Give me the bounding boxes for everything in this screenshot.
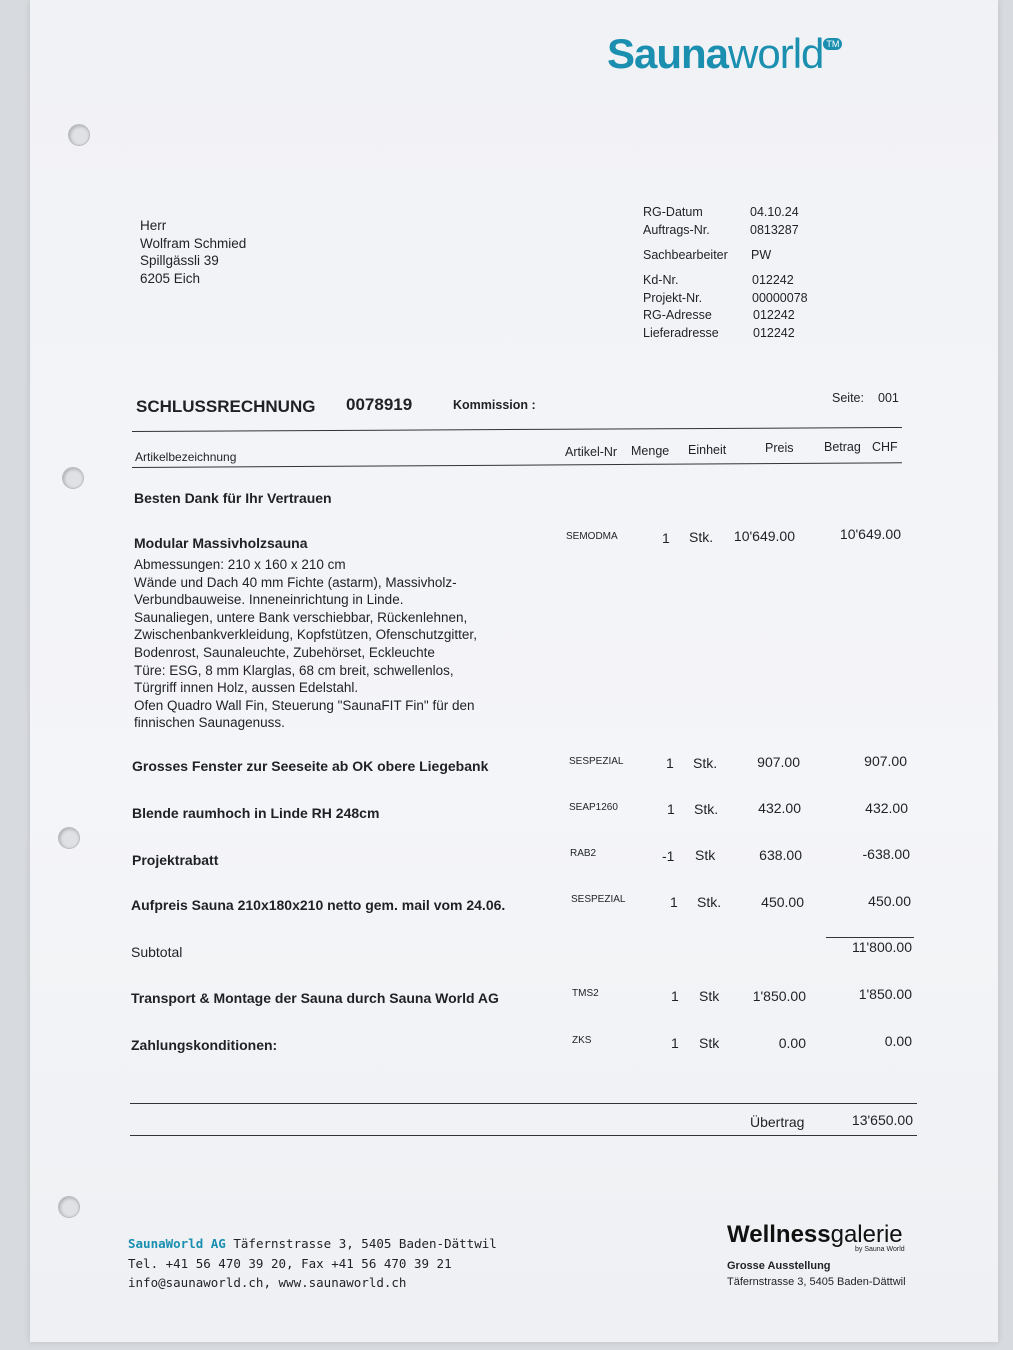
subtotal-rule (826, 937, 914, 938)
meta-label: Kd-Nr. (643, 273, 679, 287)
footer-web: info@saunaworld.ch, www.saunaworld.ch (128, 1275, 407, 1290)
item-qty: 1 (666, 755, 674, 771)
item-unit: Stk. (689, 529, 714, 545)
item-amount: -638.00 (862, 846, 910, 862)
item-amount: 907.00 (864, 753, 907, 769)
item-code: SESPEZIAL (571, 894, 626, 905)
item-price: 10'649.00 (733, 528, 795, 544)
carry-value: 13'650.00 (851, 1112, 913, 1128)
subtotal-label: Subtotal (131, 944, 183, 960)
meta-value: PW (751, 248, 772, 262)
item-code: TMS2 (572, 988, 599, 999)
item-amount: 10'649.00 (839, 526, 901, 542)
item-qty: 1 (671, 988, 679, 1004)
col-einheit: Einheit (688, 443, 727, 457)
wellnessgalerie-logo: Wellnessgalerie (727, 1221, 903, 1248)
item-code: RAB2 (570, 848, 597, 859)
punch-hole (68, 124, 90, 146)
item-amount: 450.00 (868, 893, 911, 909)
item-unit: Stk. (694, 801, 719, 817)
col-chf: CHF (872, 440, 898, 454)
item-qty: 1 (671, 1035, 679, 1051)
page-number: 001 (878, 391, 899, 405)
thanks-line: Besten Dank für Ihr Vertrauen (134, 490, 332, 506)
item-title: Zahlungskonditionen: (131, 1037, 278, 1053)
col-preis: Preis (765, 441, 794, 455)
meta-value: 012242 (753, 326, 795, 340)
item-qty: 1 (667, 801, 675, 817)
meta-label: RG-Adresse (643, 308, 712, 322)
footer-company (128, 1234, 497, 1293)
item-unit: Stk. (693, 755, 718, 771)
item-title: Projektrabatt (132, 852, 219, 868)
page-label: Seite: (832, 391, 864, 405)
col-bezeichnung: Artikelbezeichnung (135, 450, 237, 464)
item-code: SEAP1260 (569, 802, 618, 813)
item-amount: 0.00 (884, 1033, 912, 1049)
item-price: 450.00 (761, 894, 804, 910)
item-unit: Stk (695, 847, 716, 863)
footer-phone: Tel. +41 56 470 39 20, Fax +41 56 470 39 21 (128, 1255, 452, 1271)
meta-label: RG-Datum (643, 205, 703, 219)
recipient-address (140, 217, 246, 287)
recipient-salutation: Herr (140, 218, 167, 233)
recipient-street: Spillgässli 39 (140, 253, 219, 268)
recipient-name: Wolfram Schmied (140, 235, 247, 251)
meta-value: 012242 (752, 273, 794, 287)
meta-block (643, 204, 808, 343)
meta-value: 04.10.24 (750, 205, 799, 219)
item-title: Grosses Fenster zur Seeseite ab OK obere Liegebank (132, 758, 489, 774)
punch-hole (58, 827, 80, 849)
col-menge: Menge (631, 444, 670, 458)
item-price: 907.00 (757, 754, 800, 770)
punch-hole (58, 1196, 80, 1218)
item-title: Transport & Montage der Sauna durch Sauna World AG (131, 990, 499, 1006)
wellnessgalerie-byline: by Sauna World (855, 1246, 905, 1253)
item-price: 432.00 (758, 800, 801, 816)
invoice-number: 0078919 (346, 395, 413, 414)
item-code: SESPEZIAL (569, 756, 624, 767)
document-type: SCHLUSSRECHNUNG (136, 397, 316, 416)
meta-value: 00000078 (752, 291, 808, 305)
item-title: Blende raumhoch in Linde RH 248cm (132, 805, 380, 821)
item-qty: -1 (662, 848, 675, 864)
wellness-line2: Täfernstrasse 3, 5405 Baden-Dättwil (727, 1276, 906, 1288)
item-amount: 1'850.00 (858, 986, 912, 1002)
kommission-label: Kommission : (453, 398, 536, 412)
col-betrag: Betrag (824, 440, 861, 454)
item-unit: Stk. (697, 894, 722, 910)
item-description: Abmessungen: 210 x 160 x 210 cm Wände und Dach 40 mm Fichte (astarm), Massivholz- Verbundbauweise. Inneneinrichtung in Linde. Saunaliegen, untere Bank verschiebbar, Rückenlehnen, Zwischenbankverkleidung, Kopfstützen, Ofenschutzgitter, Bodenrost, Saunaleuchte, Zubehörset, Eckleuchte Türe: ESG, 8 mm Klarglas, 68 cm breit, schwellenlos, Türgriff innen Holz, aussen Edelstahl. Ofen Quadro Wall Fin, Steuerung "SaunaFIT Fin" für den finnischen Saunagenuss. (134, 557, 477, 731)
item-code: ZKS (572, 1035, 592, 1046)
footer-brand: SaunaWorld AG (128, 1236, 226, 1251)
meta-value: 0813287 (750, 223, 799, 237)
item-amount: 432.00 (865, 800, 908, 816)
item-price: 638.00 (759, 847, 802, 863)
item-price: 1'850.00 (752, 988, 806, 1004)
saunaworld-logo: Saunaworld TM (607, 30, 842, 78)
meta-label: Sachbearbeiter (643, 248, 728, 262)
wellnessgalerie-info (727, 1258, 906, 1290)
item-code: SEMODMA (566, 531, 618, 542)
subtotal-value: 11'800.00 (851, 939, 912, 955)
item-title: Aufpreis Sauna 210x180x210 netto gem. mail vom 24.06. (131, 897, 506, 913)
wellness-line1: Grosse Ausstellung (727, 1260, 831, 1272)
punch-hole (62, 467, 84, 489)
item-qty: 1 (670, 894, 678, 910)
meta-label: Projekt-Nr. (643, 291, 703, 305)
carry-rule-top (130, 1103, 917, 1104)
meta-label: Lieferadresse (643, 326, 719, 340)
carry-label: Übertrag (750, 1114, 805, 1130)
recipient-city: 6205 Eich (140, 270, 201, 286)
carry-rule-bottom (130, 1135, 917, 1136)
meta-value: 012242 (753, 308, 795, 322)
item-unit: Stk (699, 1035, 720, 1051)
item-title: Modular Massivholzsauna (134, 535, 308, 551)
item-unit: Stk (699, 988, 720, 1004)
col-artikel-nr: Artikel-Nr (565, 445, 618, 459)
item-qty: 1 (662, 530, 670, 546)
item-price: 0.00 (778, 1035, 806, 1051)
meta-label: Auftrags-Nr. (643, 223, 710, 237)
footer-address: Täfernstrasse 3, 5405 Baden-Dättwil (225, 1236, 497, 1251)
